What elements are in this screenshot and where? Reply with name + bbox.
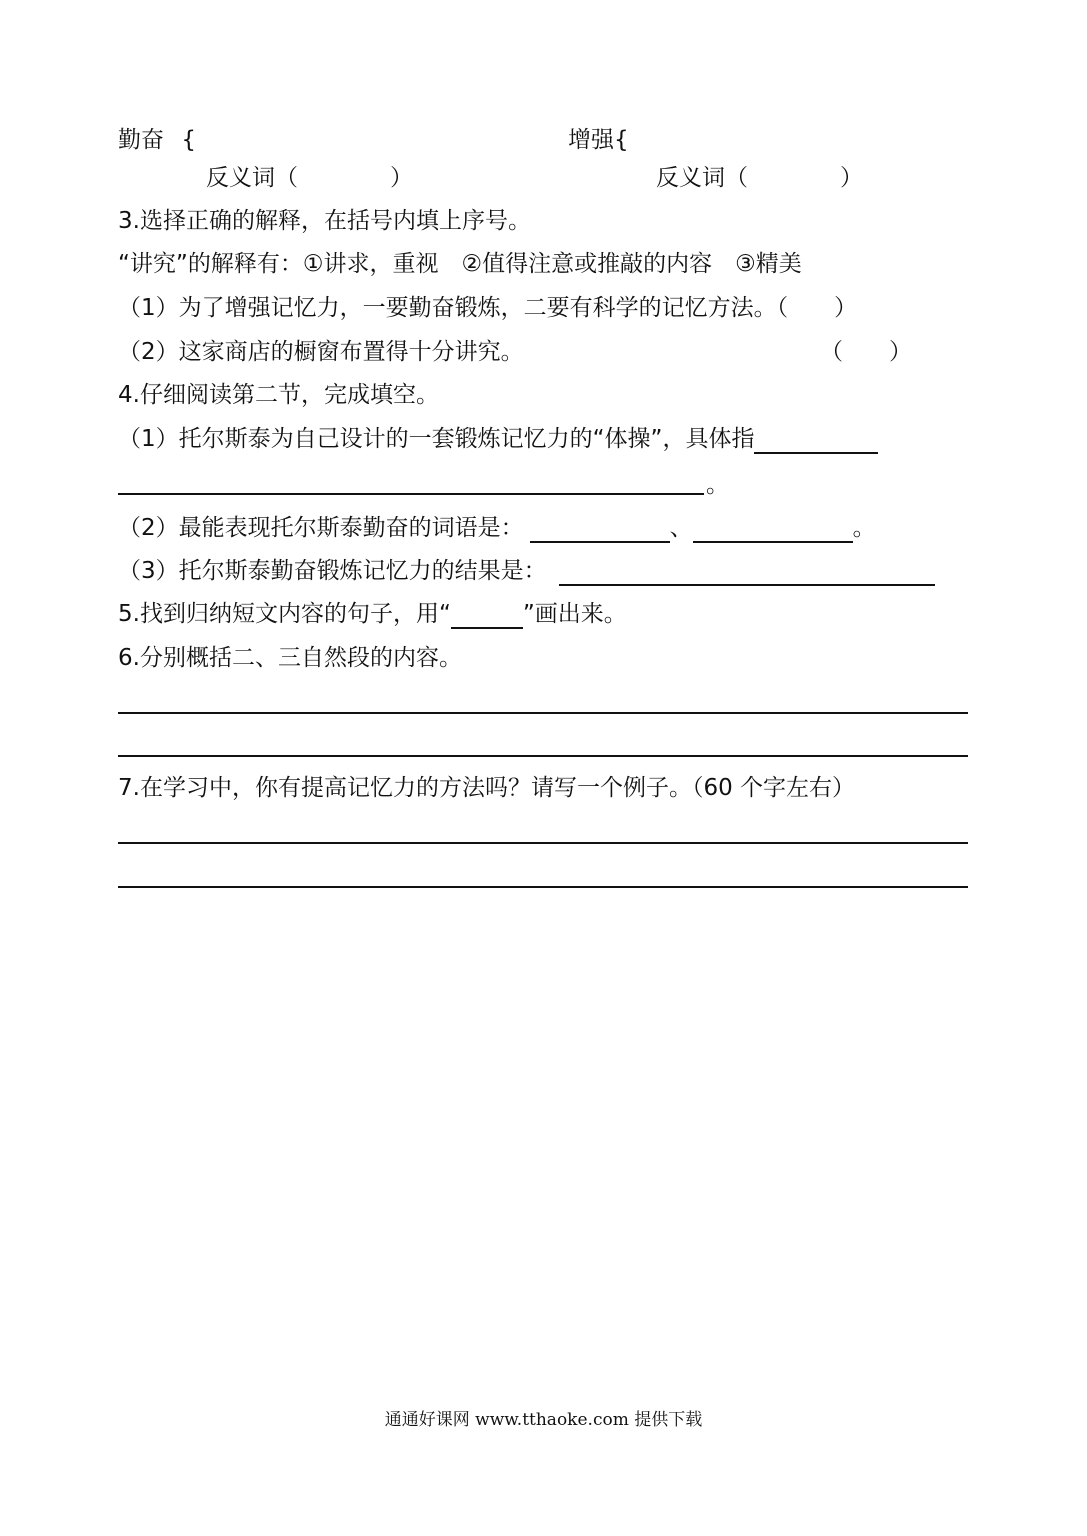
- q4-sentence-3-text: （3）托尔斯泰勤奋锻炼记忆力的结果是：: [118, 558, 547, 584]
- q5-underline-sample: [451, 603, 523, 629]
- q3-answer-2-close: ）: [889, 339, 912, 365]
- antonym-left: [206, 163, 413, 193]
- q4-sentence-1: [118, 424, 878, 454]
- antonym-right-close: ）: [840, 165, 863, 191]
- q4-answer-3-blank[interactable]: [559, 560, 935, 586]
- brace-left: {: [181, 127, 196, 153]
- q5-text-after: ”画出来。: [522, 601, 627, 627]
- q4-sentence-2-text: （2）最能表现托尔斯泰勤奋的词语是：: [118, 515, 524, 541]
- q4-answer-1b-line[interactable]: [118, 493, 704, 495]
- word-zengqiang: [568, 125, 629, 155]
- word-zengqiang-text: 增强: [568, 127, 614, 153]
- q4-answer-2a-blank[interactable]: [530, 517, 670, 543]
- word-qinfen: [118, 125, 196, 155]
- q6-title: 6.分别概括二、三自然段的内容。: [118, 645, 462, 671]
- q3-answer-2: [820, 337, 912, 367]
- q3-sentence-1: [118, 293, 857, 323]
- antonym-right: [656, 163, 863, 193]
- q3-meanings: “讲究”的解释有：①讲求，重视 ②值得注意或推敲的内容 ③精美: [118, 251, 802, 277]
- q4-sep: 、: [669, 515, 693, 541]
- q5-line: [118, 599, 627, 629]
- q3-sentence-2-text: （2）这家商店的橱窗布置得十分讲究。: [118, 339, 524, 365]
- q4-title: 4.仔细阅读第二节，完成填空。: [118, 382, 439, 408]
- q4-period: 。: [706, 472, 729, 498]
- q4-sentence-3: [118, 556, 935, 586]
- q4-sentence-2-period: 。: [852, 515, 876, 541]
- q3-answer-1-close: ）: [834, 295, 858, 321]
- brace-right: {: [614, 127, 629, 153]
- antonym-right-open: 反义词（: [656, 165, 748, 191]
- q4-sentence-2: [118, 513, 876, 543]
- q7-answer-line-2[interactable]: [118, 886, 968, 888]
- q4-answer-2b-blank[interactable]: [693, 517, 853, 543]
- q6-answer-line-2[interactable]: [118, 755, 968, 757]
- antonym-left-open: 反义词（: [206, 165, 298, 191]
- q6-answer-line-1[interactable]: [118, 712, 968, 714]
- q3-sentence-1-text: （1）为了增强记忆力，一要勤奋锻炼，二要有科学的记忆方法。（: [118, 295, 789, 321]
- q4-answer-1a-blank[interactable]: [754, 428, 878, 454]
- q4-sentence-1-text: （1）托尔斯泰为自己设计的一套锻炼记忆力的“体操”，具体指: [118, 426, 755, 452]
- page-footer: 通通好课网 www.tthaoke.com 提供下载: [384, 1410, 703, 1430]
- word-qinfen-text: 勤奋: [118, 127, 164, 153]
- antonym-left-close: ）: [390, 165, 413, 191]
- q7-title: 7.在学习中，你有提高记忆力的方法吗？请写一个例子。（60 个字左右）: [118, 775, 856, 801]
- q7-answer-line-1[interactable]: [118, 842, 968, 844]
- q3-title: 3.选择正确的解释，在括号内填上序号。: [118, 208, 531, 234]
- q5-text-before: 5.找到归纳短文内容的句子，用“: [118, 601, 451, 627]
- q3-answer-2-open: （: [820, 339, 843, 365]
